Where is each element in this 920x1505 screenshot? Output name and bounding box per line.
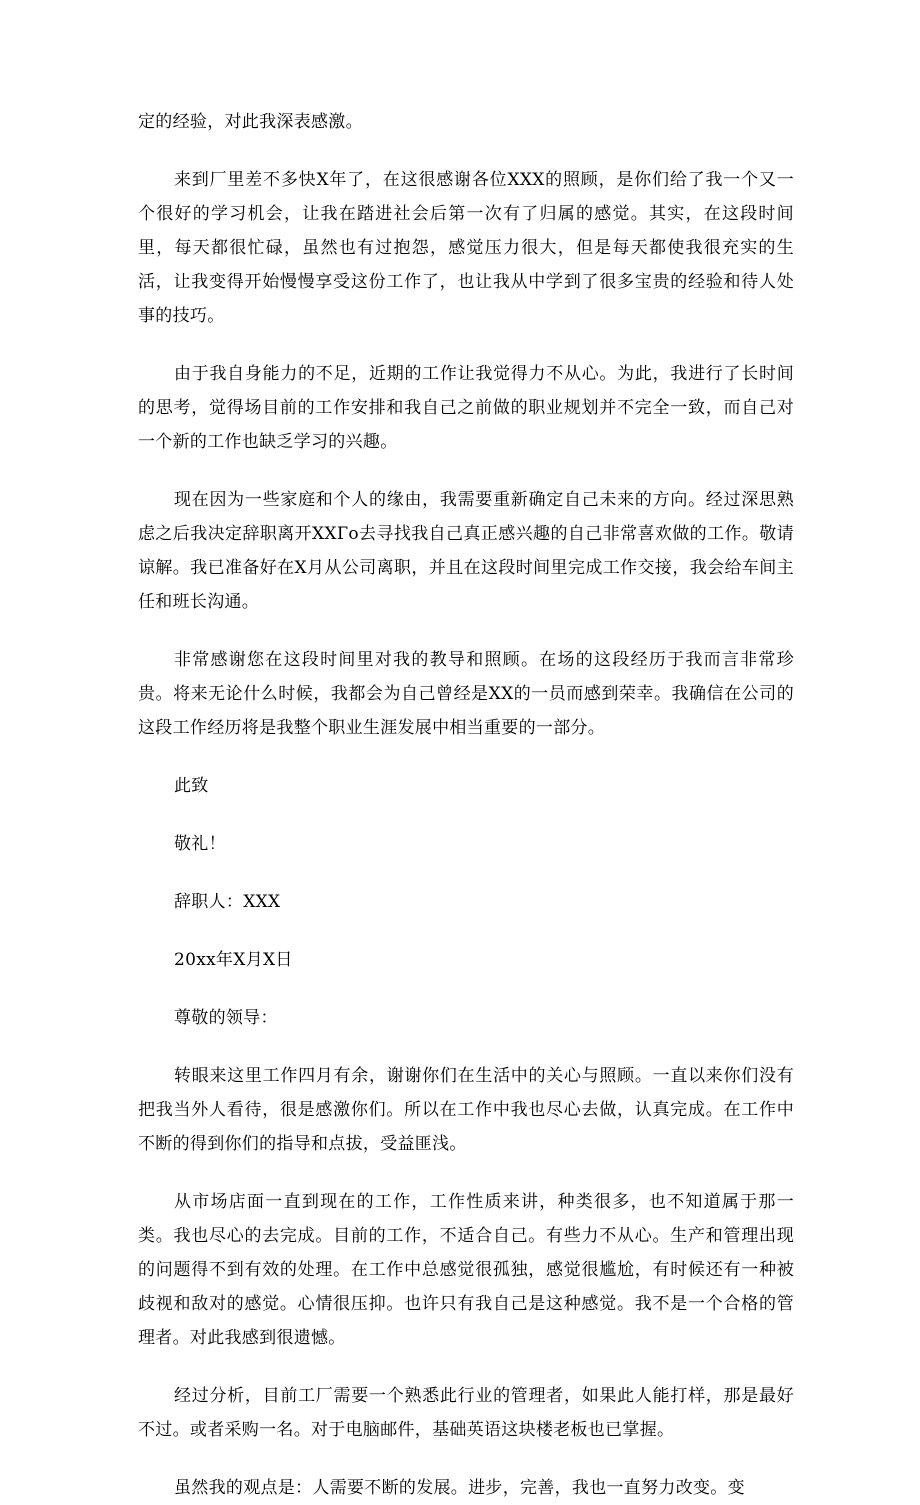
- paragraph-gap: [138, 1355, 794, 1379]
- paragraph-reason: 由于我自身能力的不足，近期的工作让我觉得力不从心。为此，我进行了长时间的思考，觉得场目前的工作安排和我自己之前做的职业规划并不完全一致，而自己对一个新的工作也缺乏学习的兴趣。: [138, 364, 794, 452]
- paragraph-gap: [138, 1447, 794, 1471]
- paragraph-work-nature: 从市场店面一直到现在的工作，工作性质来讲，种类很多，也不知道属于那一类。我也尽心的去完成。目前的工作，不适合自己。有些力不从心。生产和管理出现的问题得不到有效的处理。在工作中总感觉很孤独，感觉很尴尬，有时候还有一种被歧视和敌对的感觉。心情很压抑。也许只有我自己是这种感觉。我不是一个合格的管理者。对此我感到很遗憾。: [138, 1192, 794, 1348]
- paragraph-gap: [138, 333, 794, 357]
- paragraph-thanks: 非常感谢您在这段时间里对我的教导和照顾。在场的这段经历于我而言非常珍贵。将来无论什么时候，我都会为自己曾经是XX的一员而感到荣幸。我确信在公司的这段工作经历将是我整个职业生涯发展中相当重要的一部分。: [138, 650, 794, 738]
- date-line: 20xx年X月X日: [174, 950, 293, 970]
- paragraph-gap: [138, 1035, 794, 1059]
- paragraph-gap: [138, 459, 794, 483]
- paragraph-gap: [138, 619, 794, 643]
- paragraph-gap: [138, 139, 794, 163]
- closing-salutation: 此致: [174, 776, 209, 796]
- paragraph-gap: [138, 1161, 794, 1185]
- signature-line: 辞职人：XXX: [174, 892, 281, 912]
- paragraph-gap: [138, 745, 794, 769]
- second-letter-greeting: 尊敬的领导：: [174, 1008, 278, 1028]
- paragraph-gap: [138, 861, 794, 885]
- paragraph-decision: 现在因为一些家庭和个人的缘由，我需要重新确定自己未来的方向。经过深思熟虑之后我决定辞职离开XXГo去寻找我自己真正感兴趣的自己非常喜欢做的工作。敬请谅解。我已准备好在X月从公司离职，并且在这段时间里完成工作交接，我会给车间主任和班长沟通。: [138, 490, 794, 612]
- paragraph-gap: [138, 803, 794, 827]
- paragraph-four-months: 转眼来这里工作四月有余，谢谢你们在生活中的关心与照顾。一直以来你们没有把我当外人看待，很是感激你们。所以在工作中我也尽心去做，认真完成。在工作中不断的得到你们的指导和点拔，受益匪浅。: [138, 1066, 794, 1154]
- paragraph-gap: [138, 977, 794, 1001]
- paragraph-continuation: 定的经验，对此我深表感激。: [138, 112, 363, 132]
- paragraph-gratitude: 来到厂里差不多快X年了，在这很感谢各位XXX的照顾，是你们给了我一个又一个很好的学习机会，让我在踏进社会后第一次有了归属的感觉。其实，在这段时间里，每天都很忙碌，虽然也有过抱怨，感觉压力很大，但是每天都使我很充实的生活，让我变得开始慢慢享受这份工作了，也让我从中学到了很多宝贵的经验和待人处事的技巧。: [138, 170, 794, 326]
- paragraph-gap: [138, 919, 794, 943]
- closing-regards: 敬礼！: [174, 834, 226, 854]
- document-body: [138, 105, 794, 1505]
- paragraph-viewpoint: 虽然我的观点是：人需要不断的发展。进步，完善，我也一直努力改变。变: [174, 1478, 745, 1498]
- paragraph-analysis: 经过分析，目前工厂需要一个熟悉此行业的管理者，如果此人能打样，那是最好不过。或者采购一名。对于电脑邮件，基础英语这块楼老板也已掌握。: [138, 1386, 794, 1440]
